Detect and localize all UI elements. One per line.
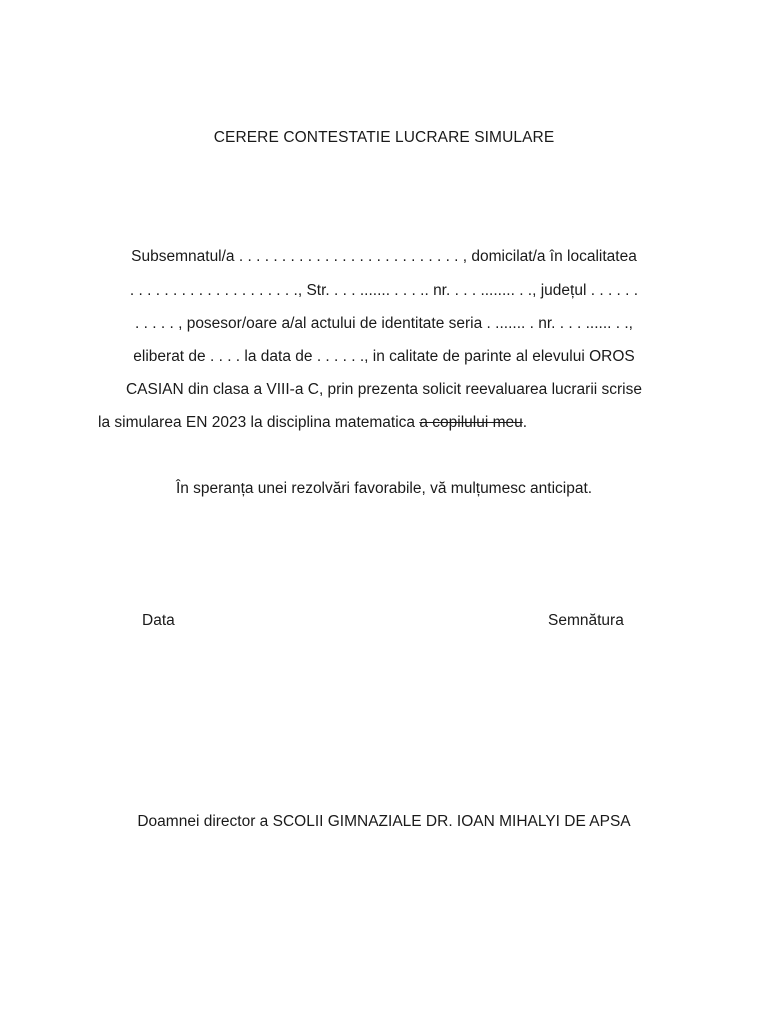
closing-sentence: În speranța unei rezolvări favorabile, vă mulțumesc anticipat. [175,480,593,497]
addressee: Doamnei director a SCOLII GIMNAZIALE DR. IOAN MIHALYI DE APSA [137,813,631,830]
document-title: CERERE CONTESTATIE LUCRARE SIMULARE [213,129,555,146]
body-line-6-end: . [522,414,528,431]
body-line-4: eliberat de . . . . la data de . . . . . ., in calitate de parinte al elevului OROS [133,348,635,365]
struck-text: a copilului meu [419,414,523,431]
body-line-6-text: la simularea EN 2023 la disciplina matematica [98,414,420,431]
body-line-1: Subsemnatul/a . . . . . . . . . . . . . . . . . . . . . . . . . . , domicilat/a în localitatea [131,248,637,265]
date-label: Data [142,612,175,629]
body-line-5: CASIAN din clasa a VIII-a C, prin prezenta solicit reevaluarea lucrarii scrise [125,381,642,398]
signature-label: Semnătura [548,612,624,629]
body-line-3: . . . . . , posesor/oare a/al actului de identitate seria . ....... . nr. . . . ...... . ., [135,315,633,332]
body-line-2: . . . . . . . . . . . . . . . . . . . ., Str. . . . ....... . . . .. nr. . . . ........ . ., județul . . . . . . [129,282,639,299]
body-line-6 [98,414,527,432]
